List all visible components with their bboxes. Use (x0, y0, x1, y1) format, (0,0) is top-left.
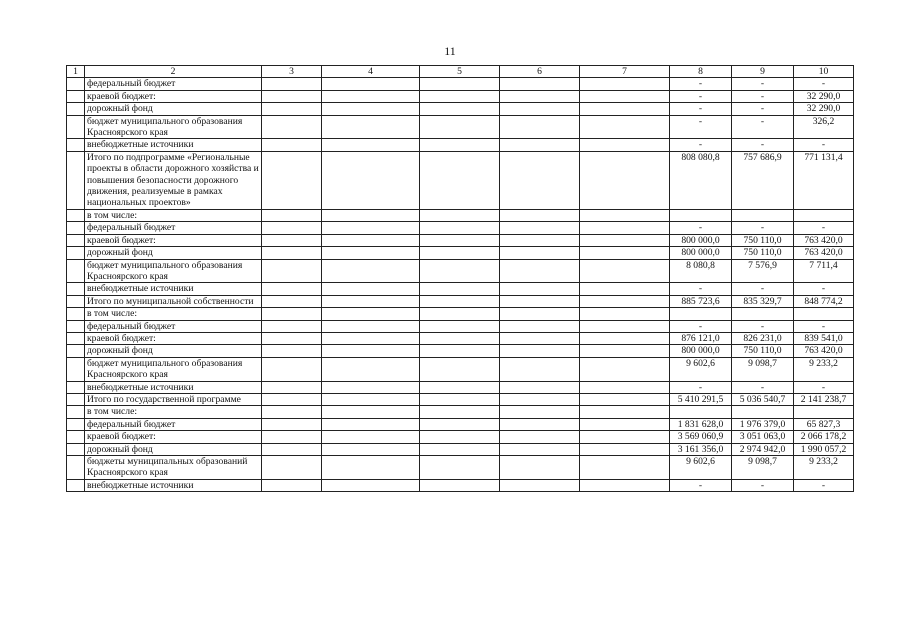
empty-cell (262, 406, 322, 418)
row-label-cell: Итого по подпрограмме «Региональные проекты в области дорожного хозяйства и повышения безопасности дорожного движения, реализуемые в рамках национальных проектов» (85, 151, 262, 209)
empty-cell (67, 259, 85, 283)
empty-cell (322, 393, 420, 405)
row-label-cell: федеральный бюджет (85, 78, 262, 90)
empty-cell (322, 151, 420, 209)
empty-cell (420, 456, 500, 480)
row-label-cell: федеральный бюджет (85, 418, 262, 430)
empty-cell (420, 393, 500, 405)
header-cell: 10 (794, 66, 854, 78)
table-header-row (67, 66, 854, 78)
table-row (67, 139, 854, 151)
value-cell-col-9: 750 110,0 (732, 247, 794, 259)
value-cell-col-9 (732, 308, 794, 320)
row-label-cell: краевой бюджет: (85, 332, 262, 344)
empty-cell (67, 393, 85, 405)
empty-cell (580, 103, 670, 115)
empty-cell (262, 357, 322, 381)
empty-cell (322, 406, 420, 418)
table-row (67, 222, 854, 234)
empty-cell (500, 151, 580, 209)
value-cell-col-10: - (794, 283, 854, 295)
value-cell-col-9: - (732, 103, 794, 115)
value-cell-col-10: - (794, 222, 854, 234)
empty-cell (580, 406, 670, 418)
empty-cell (67, 308, 85, 320)
empty-cell (500, 234, 580, 246)
header-cell: 8 (670, 66, 732, 78)
empty-cell (580, 345, 670, 357)
empty-cell (500, 406, 580, 418)
value-cell-col-10: 763 420,0 (794, 234, 854, 246)
empty-cell (420, 151, 500, 209)
table-row (67, 283, 854, 295)
value-cell-col-9: 750 110,0 (732, 345, 794, 357)
empty-cell (420, 418, 500, 430)
empty-cell (322, 431, 420, 443)
page-number: 11 (444, 44, 456, 58)
empty-cell (500, 357, 580, 381)
value-cell-col-9: - (732, 479, 794, 491)
value-cell-col-9: - (732, 222, 794, 234)
value-cell-col-10: - (794, 320, 854, 332)
empty-cell (500, 90, 580, 102)
value-cell-col-10: 65 827,3 (794, 418, 854, 430)
empty-cell (67, 320, 85, 332)
value-cell-col-8: 808 080,8 (670, 151, 732, 209)
row-label-cell: дорожный фонд (85, 443, 262, 455)
empty-cell (580, 456, 670, 480)
value-cell-col-10: 771 131,4 (794, 151, 854, 209)
header-cell: 6 (500, 66, 580, 78)
value-cell-col-9 (732, 209, 794, 221)
empty-cell (420, 443, 500, 455)
value-cell-col-8: 3 569 060,9 (670, 431, 732, 443)
value-cell-col-10: 763 420,0 (794, 247, 854, 259)
row-label-cell: дорожный фонд (85, 345, 262, 357)
value-cell-col-9: - (732, 320, 794, 332)
row-label-cell: бюджеты муниципальных образований Красноярского края (85, 456, 262, 480)
value-cell-col-8: - (670, 381, 732, 393)
empty-cell (67, 479, 85, 491)
value-cell-col-8: - (670, 78, 732, 90)
empty-cell (580, 283, 670, 295)
empty-cell (500, 479, 580, 491)
empty-cell (322, 90, 420, 102)
header-cell: 1 (67, 66, 85, 78)
value-cell-col-8: 876 121,0 (670, 332, 732, 344)
empty-cell (500, 443, 580, 455)
row-label-cell: бюджет муниципального образования Красноярского края (85, 357, 262, 381)
empty-cell (500, 320, 580, 332)
empty-cell (420, 234, 500, 246)
empty-cell (322, 308, 420, 320)
empty-cell (580, 418, 670, 430)
empty-cell (262, 320, 322, 332)
value-cell-col-9: 7 576,9 (732, 259, 794, 283)
empty-cell (500, 222, 580, 234)
table-row (67, 115, 854, 139)
table-row (67, 103, 854, 115)
empty-cell (580, 295, 670, 307)
empty-cell (262, 456, 322, 480)
empty-cell (262, 418, 322, 430)
empty-cell (262, 90, 322, 102)
empty-cell (420, 332, 500, 344)
empty-cell (580, 234, 670, 246)
table-row (67, 418, 854, 430)
header-cell: 7 (580, 66, 670, 78)
value-cell-col-10: 1 990 057,2 (794, 443, 854, 455)
header-cell: 2 (85, 66, 262, 78)
value-cell-col-8 (670, 406, 732, 418)
empty-cell (420, 283, 500, 295)
row-label-cell: дорожный фонд (85, 103, 262, 115)
table-row (67, 295, 854, 307)
empty-cell (262, 139, 322, 151)
empty-cell (67, 222, 85, 234)
empty-cell (580, 381, 670, 393)
value-cell-col-9: 757 686,9 (732, 151, 794, 209)
empty-cell (262, 345, 322, 357)
empty-cell (322, 456, 420, 480)
empty-cell (262, 332, 322, 344)
empty-cell (322, 259, 420, 283)
empty-cell (580, 259, 670, 283)
row-label-cell: бюджет муниципального образования Красноярского края (85, 259, 262, 283)
empty-cell (500, 139, 580, 151)
value-cell-col-8: 3 161 356,0 (670, 443, 732, 455)
value-cell-col-8: - (670, 479, 732, 491)
table-row (67, 78, 854, 90)
empty-cell (420, 209, 500, 221)
table-row (67, 393, 854, 405)
table-row (67, 234, 854, 246)
value-cell-col-10: - (794, 78, 854, 90)
empty-cell (322, 139, 420, 151)
empty-cell (322, 479, 420, 491)
empty-cell (500, 115, 580, 139)
empty-cell (420, 78, 500, 90)
empty-cell (420, 259, 500, 283)
empty-cell (67, 295, 85, 307)
value-cell-col-8: 800 000,0 (670, 345, 732, 357)
empty-cell (580, 393, 670, 405)
empty-cell (322, 332, 420, 344)
table-row (67, 381, 854, 393)
empty-cell (262, 78, 322, 90)
table-row (67, 247, 854, 259)
value-cell-col-9: - (732, 283, 794, 295)
empty-cell (322, 320, 420, 332)
value-cell-col-8: 1 831 628,0 (670, 418, 732, 430)
empty-cell (262, 381, 322, 393)
value-cell-col-9: - (732, 78, 794, 90)
empty-cell (500, 247, 580, 259)
empty-cell (580, 115, 670, 139)
value-cell-col-9: 750 110,0 (732, 234, 794, 246)
empty-cell (262, 393, 322, 405)
header-cell: 4 (322, 66, 420, 78)
value-cell-col-8: - (670, 103, 732, 115)
value-cell-col-8: 9 602,6 (670, 357, 732, 381)
empty-cell (420, 139, 500, 151)
empty-cell (500, 283, 580, 295)
value-cell-col-8: - (670, 222, 732, 234)
row-label-cell: Итого по муниципальной собственности (85, 295, 262, 307)
empty-cell (500, 381, 580, 393)
empty-cell (500, 418, 580, 430)
table-row (67, 259, 854, 283)
value-cell-col-9: - (732, 139, 794, 151)
value-cell-col-9: 2 974 942,0 (732, 443, 794, 455)
empty-cell (262, 283, 322, 295)
value-cell-col-10: 9 233,2 (794, 357, 854, 381)
empty-cell (420, 357, 500, 381)
value-cell-col-9: - (732, 115, 794, 139)
empty-cell (322, 247, 420, 259)
value-cell-col-10: - (794, 381, 854, 393)
header-cell: 9 (732, 66, 794, 78)
empty-cell (500, 431, 580, 443)
value-cell-col-8: - (670, 115, 732, 139)
empty-cell (500, 259, 580, 283)
empty-cell (322, 115, 420, 139)
empty-cell (67, 418, 85, 430)
value-cell-col-8 (670, 209, 732, 221)
empty-cell (580, 151, 670, 209)
table-row (67, 90, 854, 102)
row-label-cell: внебюджетные источники (85, 139, 262, 151)
empty-cell (322, 283, 420, 295)
value-cell-col-9: 9 098,7 (732, 357, 794, 381)
empty-cell (67, 90, 85, 102)
empty-cell (262, 259, 322, 283)
empty-cell (322, 345, 420, 357)
empty-cell (67, 443, 85, 455)
value-cell-col-10: 7 711,4 (794, 259, 854, 283)
value-cell-col-9: - (732, 90, 794, 102)
value-cell-col-9: 835 329,7 (732, 295, 794, 307)
empty-cell (580, 479, 670, 491)
empty-cell (420, 247, 500, 259)
row-label-cell: краевой бюджет: (85, 431, 262, 443)
empty-cell (67, 345, 85, 357)
row-label-cell: дорожный фонд (85, 247, 262, 259)
empty-cell (262, 431, 322, 443)
empty-cell (67, 406, 85, 418)
empty-cell (67, 283, 85, 295)
empty-cell (322, 357, 420, 381)
empty-cell (67, 431, 85, 443)
empty-cell (262, 115, 322, 139)
empty-cell (580, 222, 670, 234)
value-cell-col-8: - (670, 283, 732, 295)
header-cell: 3 (262, 66, 322, 78)
row-label-cell: Итого по государственной программе (85, 393, 262, 405)
value-cell-col-10: - (794, 479, 854, 491)
empty-cell (420, 406, 500, 418)
value-cell-col-10: 2 066 178,2 (794, 431, 854, 443)
row-label-cell: краевой бюджет: (85, 234, 262, 246)
empty-cell (420, 479, 500, 491)
value-cell-col-8: - (670, 320, 732, 332)
empty-cell (580, 320, 670, 332)
value-cell-col-9: - (732, 381, 794, 393)
empty-cell (67, 103, 85, 115)
empty-cell (67, 234, 85, 246)
value-cell-col-8: 5 410 291,5 (670, 393, 732, 405)
empty-cell (580, 209, 670, 221)
empty-cell (580, 443, 670, 455)
value-cell-col-8: 885 723,6 (670, 295, 732, 307)
table-row (67, 151, 854, 209)
empty-cell (67, 209, 85, 221)
value-cell-col-8: 9 602,6 (670, 456, 732, 480)
value-cell-col-9: 826 231,0 (732, 332, 794, 344)
value-cell-col-8: 800 000,0 (670, 247, 732, 259)
empty-cell (262, 151, 322, 209)
empty-cell (420, 295, 500, 307)
empty-cell (262, 103, 322, 115)
value-cell-col-10: 32 290,0 (794, 103, 854, 115)
empty-cell (67, 247, 85, 259)
row-label-cell: федеральный бюджет (85, 222, 262, 234)
empty-cell (580, 308, 670, 320)
header-cell: 5 (420, 66, 500, 78)
empty-cell (262, 443, 322, 455)
empty-cell (67, 381, 85, 393)
empty-cell (262, 295, 322, 307)
table-row (67, 479, 854, 491)
empty-cell (67, 456, 85, 480)
table-row (67, 209, 854, 221)
budget-table (66, 65, 854, 492)
row-label-cell: внебюджетные источники (85, 283, 262, 295)
value-cell-col-10 (794, 209, 854, 221)
value-cell-col-9: 5 036 540,7 (732, 393, 794, 405)
empty-cell (580, 78, 670, 90)
empty-cell (500, 308, 580, 320)
empty-cell (420, 320, 500, 332)
empty-cell (67, 139, 85, 151)
value-cell-col-9: 1 976 379,0 (732, 418, 794, 430)
empty-cell (262, 209, 322, 221)
table-row (67, 332, 854, 344)
table-row (67, 456, 854, 480)
empty-cell (322, 103, 420, 115)
empty-cell (420, 381, 500, 393)
value-cell-col-10: - (794, 139, 854, 151)
row-label-cell: краевой бюджет: (85, 90, 262, 102)
empty-cell (262, 247, 322, 259)
empty-cell (420, 222, 500, 234)
table-row (67, 357, 854, 381)
value-cell-col-10: 2 141 238,7 (794, 393, 854, 405)
table-row (67, 320, 854, 332)
table-row (67, 308, 854, 320)
value-cell-col-10: 848 774,2 (794, 295, 854, 307)
value-cell-col-9: 9 098,7 (732, 456, 794, 480)
empty-cell (500, 103, 580, 115)
empty-cell (262, 479, 322, 491)
row-label-cell: в том числе: (85, 209, 262, 221)
empty-cell (580, 90, 670, 102)
value-cell-col-9 (732, 406, 794, 418)
empty-cell (500, 295, 580, 307)
table-row (67, 406, 854, 418)
empty-cell (420, 103, 500, 115)
empty-cell (322, 209, 420, 221)
row-label-cell: внебюджетные источники (85, 381, 262, 393)
value-cell-col-10 (794, 406, 854, 418)
value-cell-col-9: 3 051 063,0 (732, 431, 794, 443)
empty-cell (322, 78, 420, 90)
empty-cell (420, 345, 500, 357)
empty-cell (580, 431, 670, 443)
empty-cell (322, 418, 420, 430)
value-cell-col-10: 326,2 (794, 115, 854, 139)
empty-cell (420, 308, 500, 320)
row-label-cell: федеральный бюджет (85, 320, 262, 332)
table-row (67, 431, 854, 443)
table-row (67, 345, 854, 357)
empty-cell (500, 456, 580, 480)
empty-cell (420, 115, 500, 139)
empty-cell (500, 209, 580, 221)
row-label-cell: в том числе: (85, 308, 262, 320)
empty-cell (580, 357, 670, 381)
value-cell-col-10: 763 420,0 (794, 345, 854, 357)
empty-cell (262, 234, 322, 246)
value-cell-col-8: - (670, 139, 732, 151)
value-cell-col-8: 800 000,0 (670, 234, 732, 246)
empty-cell (262, 308, 322, 320)
empty-cell (67, 151, 85, 209)
value-cell-col-10 (794, 308, 854, 320)
empty-cell (67, 332, 85, 344)
empty-cell (500, 332, 580, 344)
value-cell-col-10: 32 290,0 (794, 90, 854, 102)
empty-cell (420, 431, 500, 443)
empty-cell (322, 295, 420, 307)
value-cell-col-8: - (670, 90, 732, 102)
table-row (67, 443, 854, 455)
empty-cell (322, 381, 420, 393)
empty-cell (500, 78, 580, 90)
row-label-cell: бюджет муниципального образования Красноярского края (85, 115, 262, 139)
empty-cell (67, 115, 85, 139)
empty-cell (262, 222, 322, 234)
value-cell-col-8: 8 080,8 (670, 259, 732, 283)
empty-cell (322, 234, 420, 246)
row-label-cell: в том числе: (85, 406, 262, 418)
row-label-cell: внебюджетные источники (85, 479, 262, 491)
empty-cell (322, 222, 420, 234)
empty-cell (500, 345, 580, 357)
empty-cell (322, 443, 420, 455)
empty-cell (580, 139, 670, 151)
value-cell-col-10: 839 541,0 (794, 332, 854, 344)
empty-cell (420, 90, 500, 102)
empty-cell (67, 78, 85, 90)
empty-cell (500, 393, 580, 405)
value-cell-col-10: 9 233,2 (794, 456, 854, 480)
value-cell-col-8 (670, 308, 732, 320)
empty-cell (67, 357, 85, 381)
empty-cell (580, 332, 670, 344)
empty-cell (580, 247, 670, 259)
